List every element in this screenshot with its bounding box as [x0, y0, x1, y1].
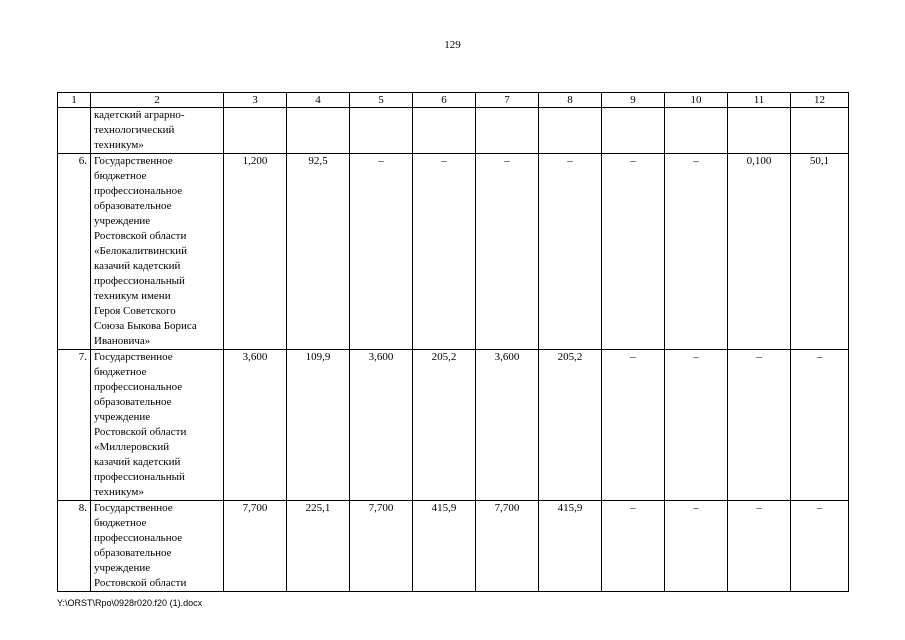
institution-name-cell	[91, 501, 224, 592]
table-header-row	[58, 93, 849, 108]
value-cell: 3,600	[224, 350, 287, 501]
value-cell	[413, 108, 476, 154]
value-cell: 225,1	[287, 501, 350, 592]
value-cell: 7,700	[224, 501, 287, 592]
institution-name-line: Государственное	[94, 155, 173, 167]
value-cell: 415,9	[539, 501, 602, 592]
value-cell	[665, 108, 728, 154]
institution-name-line: Союза Быкова Бориса	[94, 320, 197, 332]
data-table	[57, 92, 849, 592]
institution-name-line: казачий кадетский	[94, 456, 181, 468]
institution-name-cell	[91, 154, 224, 350]
value-cell: –	[665, 154, 728, 350]
value-cell: –	[791, 350, 849, 501]
institution-name-line: учреждение	[94, 562, 151, 574]
column-header: 3	[224, 93, 287, 108]
page-number: 129	[444, 39, 461, 51]
column-header: 4	[287, 93, 350, 108]
row-number-cell	[58, 108, 91, 154]
value-cell: –	[476, 154, 539, 350]
value-cell: 0,100	[728, 154, 791, 350]
institution-name-line: Государственное	[94, 502, 173, 514]
value-cell: 415,9	[413, 501, 476, 592]
column-header: 10	[665, 93, 728, 108]
value-cell: 205,2	[539, 350, 602, 501]
value-cell: 3,600	[350, 350, 413, 501]
value-cell	[728, 108, 791, 154]
institution-name-line: «Миллеровский	[94, 441, 170, 453]
institution-name-line: Ростовской области	[94, 426, 187, 438]
institution-name-line: Ростовской области	[94, 577, 187, 589]
institution-name-line: профессиональное	[94, 532, 183, 544]
value-cell	[602, 108, 665, 154]
institution-name-line: бюджетное	[94, 517, 147, 529]
value-cell: 1,200	[224, 154, 287, 350]
value-cell: 7,700	[350, 501, 413, 592]
row-number-cell: 6.	[58, 154, 91, 350]
value-cell	[350, 108, 413, 154]
institution-name-line: профессиональный	[94, 275, 185, 287]
value-cell	[539, 108, 602, 154]
column-header: 8	[539, 93, 602, 108]
institution-name-line: учреждение	[94, 215, 151, 227]
institution-name-line: Ивановича»	[94, 335, 151, 347]
value-cell	[791, 108, 849, 154]
institution-name-line: Государственное	[94, 351, 173, 363]
value-cell: –	[728, 350, 791, 501]
institution-name-line: профессиональный	[94, 471, 185, 483]
institution-name-line: бюджетное	[94, 170, 147, 182]
institution-name-line: Героя Советского	[94, 305, 176, 317]
institution-name-line: казачий кадетский	[94, 260, 181, 272]
table-row	[58, 154, 849, 350]
value-cell: –	[350, 154, 413, 350]
column-header: 6	[413, 93, 476, 108]
table-row	[58, 350, 849, 501]
value-cell: 92,5	[287, 154, 350, 350]
value-cell: 3,600	[476, 350, 539, 501]
column-header: 9	[602, 93, 665, 108]
value-cell	[287, 108, 350, 154]
footer-file-path: Y:\ORST\Rpo\0928r020.f20 (1).docx	[57, 598, 203, 608]
value-cell: –	[602, 154, 665, 350]
institution-name-cell	[91, 350, 224, 501]
value-cell: –	[413, 154, 476, 350]
institution-name-line: «Белокалитвинский	[94, 245, 187, 257]
column-header: 1	[58, 93, 91, 108]
column-header: 2	[91, 93, 224, 108]
value-cell	[476, 108, 539, 154]
institution-name-line: техникум»	[94, 139, 144, 151]
table-body	[58, 108, 849, 592]
column-header: 12	[791, 93, 849, 108]
institution-name-line: техникум»	[94, 486, 144, 498]
value-cell: –	[602, 350, 665, 501]
value-cell: 109,9	[287, 350, 350, 501]
value-cell	[224, 108, 287, 154]
institution-name-line: техникум имени	[94, 290, 171, 302]
column-header: 11	[728, 93, 791, 108]
institution-name-line: бюджетное	[94, 366, 147, 378]
value-cell: –	[539, 154, 602, 350]
table-row	[58, 501, 849, 592]
column-header: 5	[350, 93, 413, 108]
row-number-cell: 7.	[58, 350, 91, 501]
value-cell: –	[791, 501, 849, 592]
value-cell: –	[665, 501, 728, 592]
value-cell: –	[602, 501, 665, 592]
institution-name-line: Ростовской области	[94, 230, 187, 242]
institution-name-line: кадетский аграрно-	[94, 109, 185, 121]
table-row	[58, 108, 849, 154]
institution-name-line: образовательное	[94, 200, 172, 212]
column-header: 7	[476, 93, 539, 108]
value-cell: 7,700	[476, 501, 539, 592]
value-cell: 205,2	[413, 350, 476, 501]
institution-name-line: образовательное	[94, 396, 172, 408]
institution-name-cell	[91, 108, 224, 154]
value-cell: 50,1	[791, 154, 849, 350]
institution-name-line: учреждение	[94, 411, 151, 423]
institution-name-line: профессиональное	[94, 185, 183, 197]
institution-name-line: образовательное	[94, 547, 172, 559]
institution-name-line: профессиональное	[94, 381, 183, 393]
value-cell: –	[665, 350, 728, 501]
value-cell: –	[728, 501, 791, 592]
institution-name-line: технологический	[94, 124, 175, 136]
row-number-cell: 8.	[58, 501, 91, 592]
